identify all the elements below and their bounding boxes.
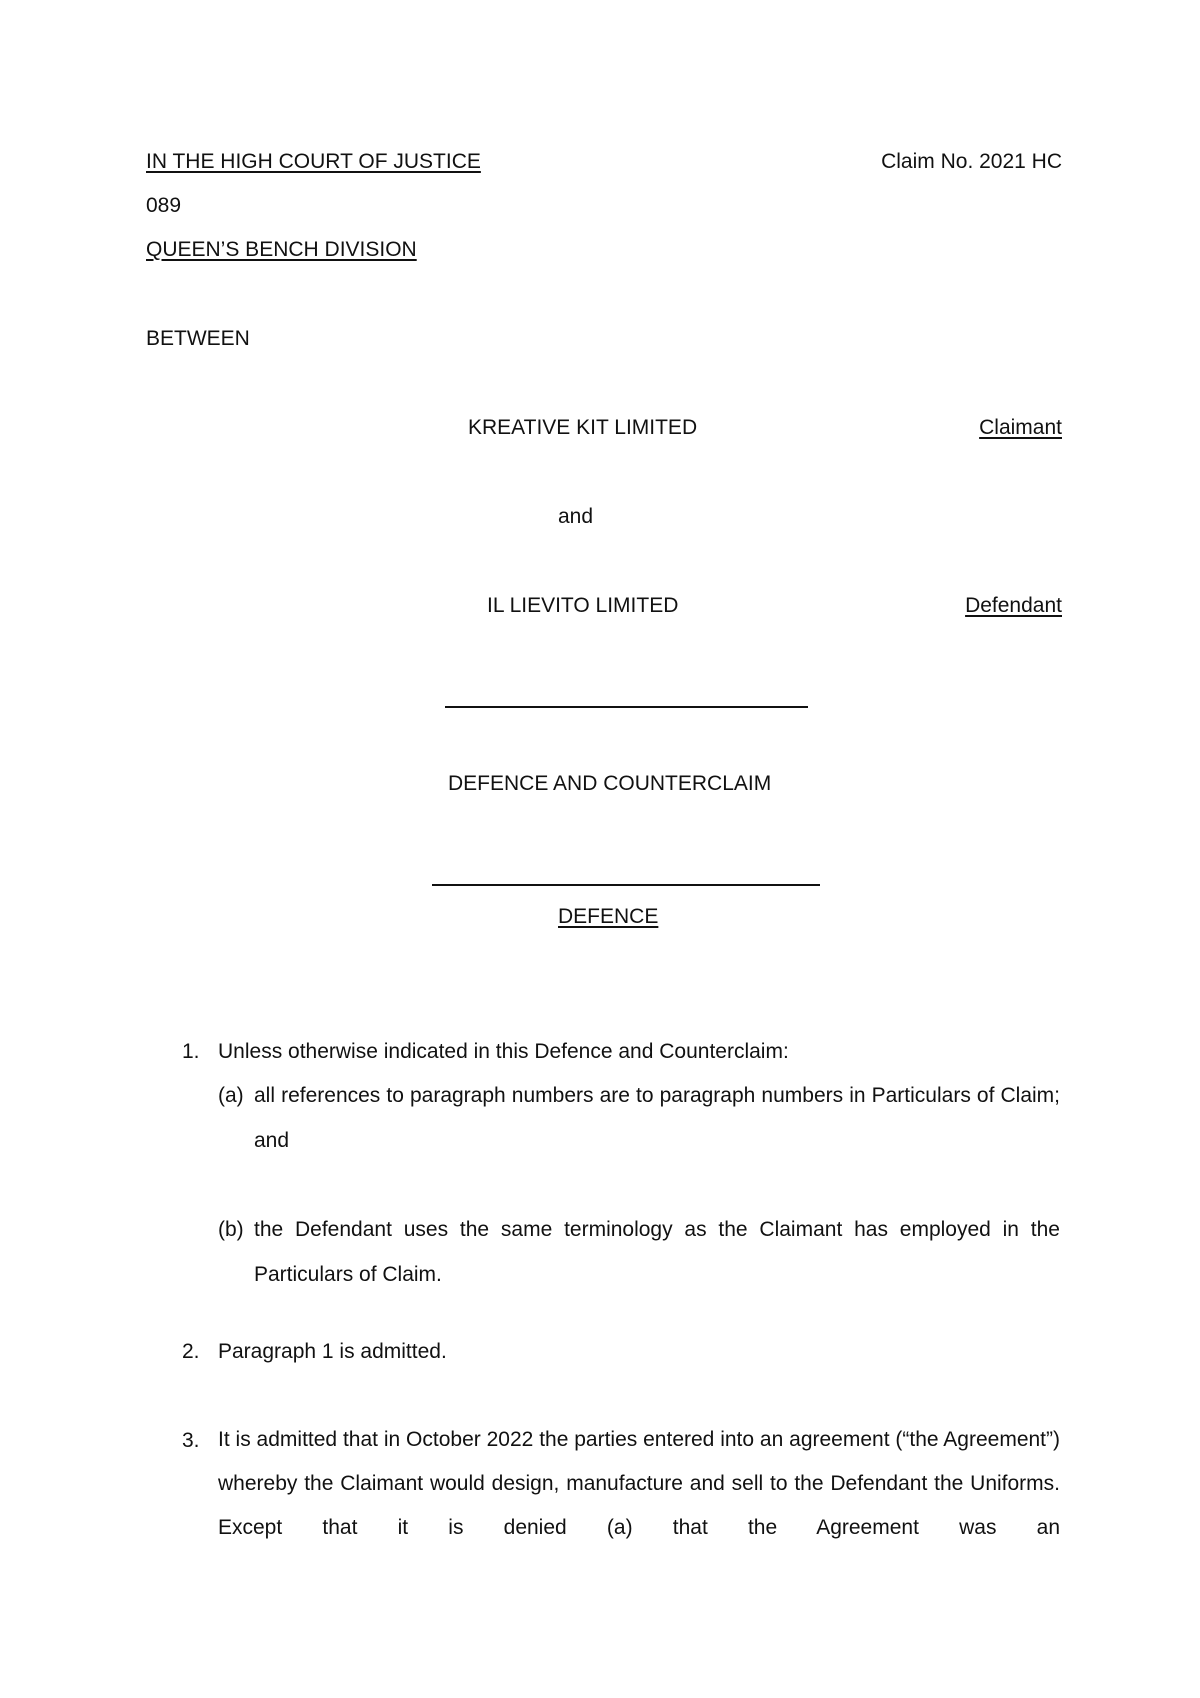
court-name: IN THE HIGH COURT OF JUSTICE xyxy=(146,150,481,173)
paragraph-1a-label: (a) xyxy=(218,1084,244,1107)
section-title: DEFENCE xyxy=(558,905,659,928)
between-label: BETWEEN xyxy=(146,327,250,350)
claim-number: Claim No. 2021 HC xyxy=(881,150,1062,173)
and-separator: and xyxy=(558,505,594,528)
paragraph-2-number: 2. xyxy=(182,1340,200,1363)
title-rule-top xyxy=(445,706,808,708)
paragraph-3-number: 3. xyxy=(182,1429,200,1452)
defendant-role: Defendant xyxy=(965,594,1062,617)
title-rule-bottom xyxy=(432,884,820,886)
paragraph-1-number: 1. xyxy=(182,1040,200,1063)
claimant-role: Claimant xyxy=(979,416,1062,439)
document-title: DEFENCE AND COUNTERCLAIM xyxy=(448,772,772,795)
paragraph-2-text: Paragraph 1 is admitted. xyxy=(218,1340,447,1363)
paragraph-1-text: Unless otherwise indicated in this Defence and Counterclaim: xyxy=(218,1040,789,1063)
paragraph-3-text: It is admitted that in October 2022 the parties entered into an agreement (“the Agreement”) whereby the Claimant would design, manufacture and sell to the Defendant the Uniforms. Except that it is denied (a) that the Agreement was an xyxy=(218,1428,1060,1539)
paragraph-1b-text: the Defendant uses the same terminology as the Claimant has employed in the Particulars of Claim. xyxy=(254,1218,1060,1286)
claimant-name: KREATIVE KIT LIMITED xyxy=(468,416,698,439)
paragraph-1b-label: (b) xyxy=(218,1218,244,1241)
defendant-name: IL LIEVITO LIMITED xyxy=(487,594,679,617)
paragraph-1a-text: all references to paragraph numbers are to paragraph numbers in Particulars of Claim; and xyxy=(254,1084,1060,1152)
division-name: QUEEN’S BENCH DIVISION xyxy=(146,238,417,261)
claim-number-continued: 089 xyxy=(146,194,182,217)
